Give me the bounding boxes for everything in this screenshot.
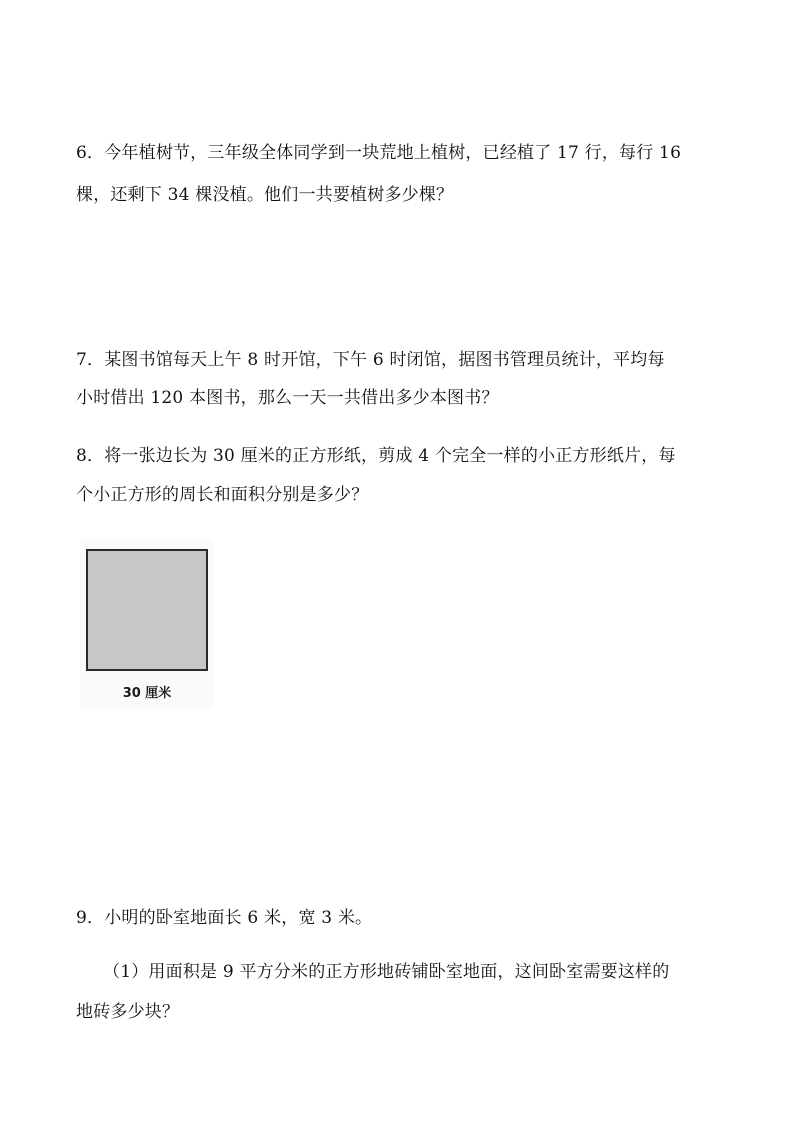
problem-6-line-2: 棵，还剩下 34 棵没植。他们一共要植树多少棵？: [76, 185, 454, 205]
figure-side-length-label: 30 厘米: [122, 686, 172, 701]
problem-9-sub-1-line-1: （1）用面积是 9 平方分米的正方形地砖铺卧室地面，这间卧室需要这样的: [103, 962, 670, 982]
problem-7-line-2: 小时借出 120 本图书，那么一天一共借出多少本图书？: [76, 388, 499, 408]
problem-6-line-1: 6．今年植树节，三年级全体同学到一块荒地上植树，已经植了 17 行，每行 16: [76, 143, 682, 163]
square-figure: [80, 540, 214, 708]
square-paper-shape: [86, 549, 208, 671]
problem-9-sub-1-line-2: 地砖多少块？: [76, 1002, 180, 1022]
problem-7-line-1: 7．某图书馆每天上午 8 时开馆，下午 6 时闭馆，据图书管理员统计，平均每: [76, 350, 665, 370]
problem-8-line-1: 8．将一张边长为 30 厘米的正方形纸，剪成 4 个完全一样的小正方形纸片，每: [76, 446, 676, 466]
problem-9-line-1: 9．小明的卧室地面长 6 米，宽 3 米。: [76, 908, 373, 928]
problem-8-line-2: 个小正方形的周长和面积分别是多少？: [76, 485, 369, 505]
